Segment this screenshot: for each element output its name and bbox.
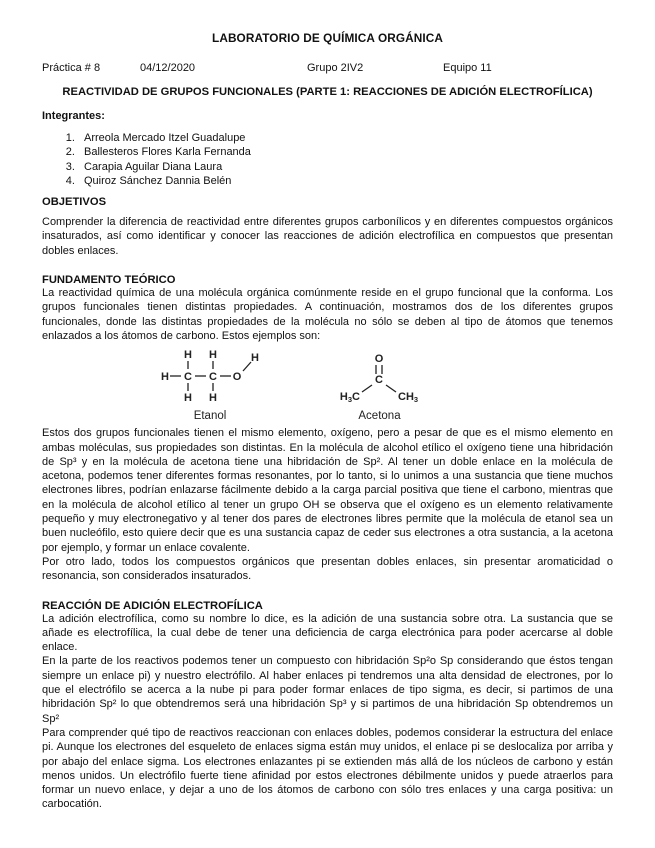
acetone-label: Acetona (358, 410, 401, 423)
acetone-atom-o: O (374, 353, 384, 366)
ethanol-atom-c2: C (209, 371, 217, 384)
ethanol-atom-h-top-1: H (184, 349, 192, 362)
acetone-group-ch3 (398, 391, 418, 404)
acetone-group-h3c (340, 391, 360, 404)
ethanol-structure-drawing (160, 348, 260, 404)
members-heading: Integrantes: (42, 110, 105, 122)
objectives-paragraph: Comprender la diferencia de reactividad entre diferentes grupos carbonílicos y en diferentes compuestos orgánicos insaturados, así como identificar y conocer las reacciones de adición electrofílica en compuestos que presentan dobles enlaces. (42, 216, 613, 257)
acetone-ch3-sub3: 3 (413, 395, 419, 405)
reaction-paragraph-3: Para comprender qué tipo de reactivos reaccionan con enlaces dobles, podemos considerar la estructura del enlace pi. Aunque los electrones del esqueleto de enlaces sigma están muy unidos, el enlace pi se deslocaliza por arriba y por abajo del enlace sigma. Los electrones enlazantes pi se extienden más allá de los núcleos de carbono y están menos unidos. Un electrófilo fuerte tiene afinidad por estos electrones débilmente unidos y puede atraerlos para formar un nuevo enlace, y dejar a uno de los átomos de carbono con sólo tres enlaces y una carga positiva: un carbocatión. (42, 726, 613, 811)
practice-number: Práctica # 8 (42, 62, 101, 74)
member-name-2: 2. Ballesteros Flores Karla Fernanda (78, 145, 613, 159)
practice-title: REACTIVIDAD DE GRUPOS FUNCIONALES (PARTE 1: REACCIONES DE ADICIÓN ELECTROFÍLICA) (62, 86, 593, 98)
theory-paragraph-1: La reactividad química de una molécula orgánica comúnmente reside en el grupo funcional que la conforma. Los grupos funcionales tienen distintas propiedades. A continuación, mostramos dos de los diferentes grupos funcionales, donde las distintas propiedades de la molécula no sólo se deben al tipo de átomos que tenemos enlazados a los átomos de carbono. Estos ejemplos son: (42, 287, 613, 342)
acetone-h3c-c: C (352, 391, 360, 404)
reaction-paragraph-2: En la parte de los reactivos podemos tener un compuesto con hibridación Sp²o Sp considerando que éstos tengan siempre un enlace pi) y nuestro electrófilo. Al haber enlaces pi tendremos una alta densidad de electrones, por lo que el electrófilo se acerca a la nube pi para poder formar enlaces de tipo sigma, es decir, si partimos de una hibridación Sp² lo que obtendremos será una hibridación Sp³ y si partimos de una hibridación Sp obtendremos un Sp² (42, 655, 613, 725)
acetone-ch3-c: C (398, 391, 406, 404)
ethanol-structure (160, 348, 260, 422)
ethanol-atom-c1: C (184, 371, 192, 384)
ethanol-atom-h: H (161, 371, 169, 384)
acetone-ch3-h: H (405, 391, 414, 404)
team-label: Equipo 11 (443, 62, 492, 74)
practice-date: 04/12/2020 (140, 62, 196, 74)
functional-groups-figure (160, 348, 613, 422)
members-list (42, 131, 613, 188)
ethanol-atom-h-bottom-1: H (184, 392, 192, 405)
document-title: LABORATORIO DE QUÍMICA ORGÁNICA (212, 31, 443, 45)
ethanol-label: Etanol (193, 410, 227, 423)
theory-paragraph-3: Por otro lado, todos los compuestos orgánicos que presentan dobles enlaces, sin presentar aromaticidad o resonancia, son considerados insaturados. (42, 555, 613, 583)
member-name-1: 1. Arreola Mercado Itzel Guadalupe (78, 131, 613, 145)
objectives-heading: OBJETIVOS (42, 196, 107, 209)
member-name-4: 4. Quiroz Sánchez Dannia Belén (78, 174, 613, 188)
ethanol-atom-h-bottom-2: H (209, 392, 217, 405)
reaction-paragraph-1: La adición electrofílica, como su nombre lo dice, es la adición de una sustancia sobre otra. La sustancia que se añade es electrofílica, la cual debe de tener una deficiencia de carga electrónica para poder acercarse al doble enlace. (42, 612, 613, 654)
ethanol-atom-oh-h: H (251, 352, 259, 365)
ethanol-atom-o: O (232, 371, 242, 384)
acetone-structure-drawing (332, 348, 427, 404)
member-name-3: 3. Carapia Aguilar Diana Laura (78, 160, 613, 174)
reaction-heading: REACCIÓN DE ADICIÓN ELECTROFÍLICA (42, 599, 263, 612)
acetone-h3c-h: H (339, 391, 348, 404)
acetone-atom-c: C (375, 374, 383, 387)
theory-heading: FUNDAMENTO TEÓRICO (42, 274, 176, 287)
theory-paragraph-2: Estos dos grupos funcionales tienen el mismo elemento, oxígeno, pero a pesar de que es el mismo elemento en ambas moléculas, sus propiedades son distintas. En la molécula de alcohol etílico el oxígeno tiene una hibridación de Sp³ y en la molécula de acetona tiene una hibridación de Sp². Al tener un doble enlace en la molécula de acetona, podemos tener diferentes formas resonantes, por lo tanto, si lo unimos a una sustancia que tiene muchos electrones libres, podrían enlazarse fácilmente debido a la carga parcial positiva que tiene el carbono, mientras que en la molécula de alcohol etílico al tener un grupo OH se observa que el oxígeno es un elemento relativamente pequeño y muy electronegativo y al tener dos pares de electrones libres permite que la molécula de etanol sea un buen nucleófilo, esto quiere decir que es una sustancia capaz de ceder sus electrones a otra sustancia, a la acetona por ejemplo, y formar un enlace covalente. (42, 427, 613, 554)
practice-info-row (42, 62, 613, 74)
acetone-h3c-sub3: 3 (347, 395, 353, 405)
ethanol-atom-h-top-2: H (209, 349, 217, 362)
acetone-structure (332, 348, 427, 422)
group-label: Grupo 2IV2 (307, 62, 364, 74)
